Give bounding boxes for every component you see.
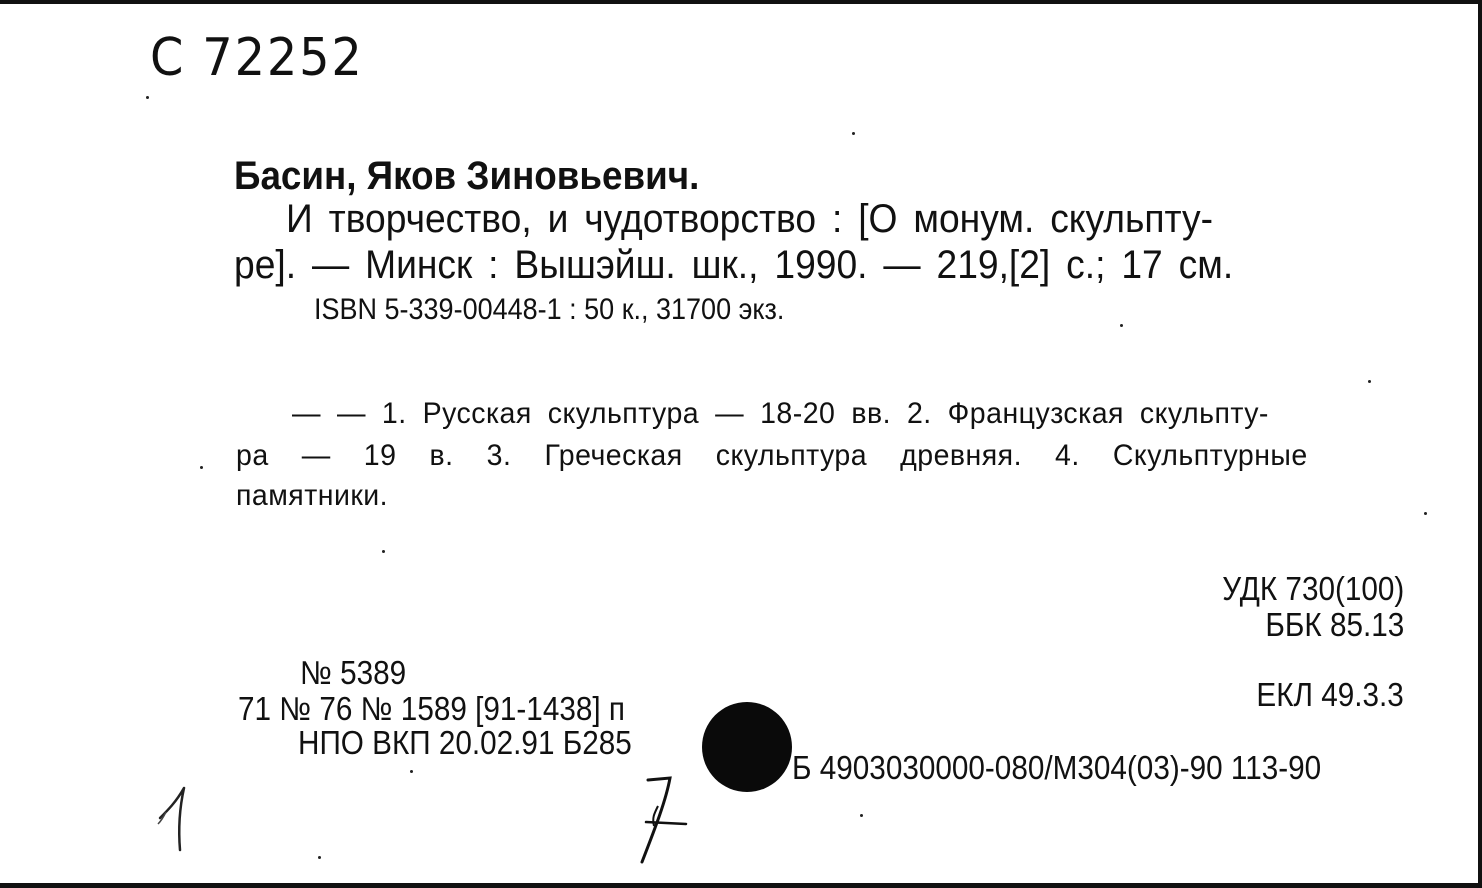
speck bbox=[410, 770, 413, 773]
subjects-line-3: памятники. bbox=[236, 479, 389, 512]
speck bbox=[1368, 380, 1371, 383]
speck bbox=[1120, 324, 1123, 327]
speck bbox=[146, 96, 149, 99]
publisher-code: Б 4903030000-080/М304(03)-90 113-90 bbox=[792, 749, 1322, 786]
author-heading: Басин, Яков Зиновьевич. bbox=[234, 154, 700, 198]
title-line-2: ре]. — Минск : Вышэйш. шк., 1990. — 219,[2] с.; 17 см. bbox=[234, 243, 1234, 287]
speck bbox=[852, 132, 855, 135]
call-number: С 72252 bbox=[150, 28, 364, 88]
speck bbox=[318, 856, 321, 859]
handwritten-mark-left bbox=[150, 776, 210, 856]
speck bbox=[1424, 512, 1427, 515]
udk-code: УДК 730(100) bbox=[1221, 570, 1404, 607]
handwritten-mark-center bbox=[628, 770, 698, 870]
isbn-line: ISBN 5-339-00448-1 : 50 к., 31700 экз. bbox=[314, 293, 785, 326]
subjects-line-1: — — 1. Русская скульптура — 18-20 вв. 2. Французская скульпту- bbox=[292, 397, 1269, 430]
ekl-code: ЕКЛ 49.3.3 bbox=[1256, 676, 1404, 713]
title-line-1: И творчество, и чудотворство : [О монум. скульпту- bbox=[286, 197, 1213, 241]
speck bbox=[200, 466, 203, 469]
bbk-code: ББК 85.13 bbox=[1265, 606, 1404, 643]
punch-hole bbox=[702, 702, 792, 792]
speck bbox=[860, 814, 863, 817]
order-line-2: 71 № 76 № 1589 [91-1438] п bbox=[238, 690, 625, 727]
order-line-3: НПО ВКП 20.02.91 Б285 bbox=[298, 724, 632, 761]
speck bbox=[382, 550, 385, 553]
order-line-1: № 5389 bbox=[300, 654, 407, 691]
subjects-line-2: ра — 19 в. 3. Греческая скульптура древняя. 4. Скульптурные bbox=[236, 439, 1308, 472]
